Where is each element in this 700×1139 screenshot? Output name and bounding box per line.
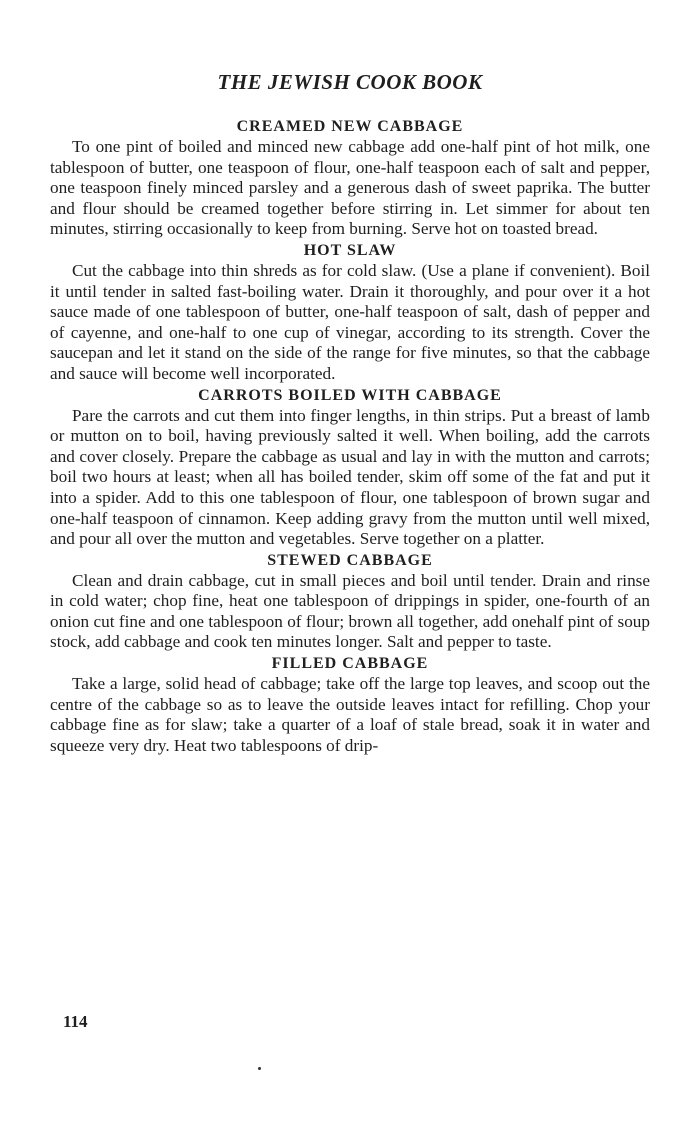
recipe-title: CARROTS BOILED WITH CABBAGE — [198, 386, 502, 404]
recipe-title: CREAMED NEW CABBAGE — [236, 118, 464, 135]
recipe-body: Take a large, solid head of cabbage; take off the large top leaves, and scoop out the centre of the cabbage so as to leave the outside leaves intact for refilling. Chop your cabbage fine as for slaw; take a quarter of a loaf of stale bread, soak it in water and squeeze very dry. Heat two tablespoons of drip- — [50, 674, 650, 755]
recipe-filled-cabbage — [50, 654, 650, 756]
recipe-stewed-cabbage — [50, 551, 650, 653]
recipe-title: STEWED CABBAGE — [267, 551, 433, 569]
recipe-body: Clean and drain cabbage, cut in small pieces and boil until tender. Drain and rinse in cold water; chop fine, heat one tablespoon of drippings in spider, one-fourth of an onion cut fine and one tablespoon of flour; brown all together, add onehalf pint of soup stock, add cabbage and cook ten minutes longer. Salt and pepper to taste. — [50, 570, 650, 652]
running-title: THE JEWISH COOK BOOK — [217, 70, 483, 94]
recipe-body: Cut the cabbage into thin shreds as for cold slaw. (Use a plane if convenient). Boil it until tender in salted fast-boiling water. Drain it thoroughly, and pour over it a hot sauce made of one tablespoon of butter, one-half teaspoon of salt, dash of pepper and of cayenne, and one-half to one cup of vinegar, according to its strength. Cover the saucepan and let it stand on the side of the range for five minutes, so that the cabbage and sauce will become well incorporated. — [50, 260, 650, 383]
recipe-body: To one pint of boiled and minced new cabbage add one-half pint of hot milk, one tablespoon of butter, one teaspoon of flour, one-half teaspoon each of salt and pepper, one teaspoon finely minced parsley and a generous dash of sweet paprika. The butter and flour should be creamed together before stirring in. Let simmer for about ten minutes, stirring occasionally to keep from burning. Serve hot on toasted bread. — [50, 137, 650, 239]
book-page — [50, 0, 650, 1139]
page-number: 114 — [63, 1012, 88, 1031]
recipe-carrots-boiled-with-cabbage — [50, 386, 650, 550]
print-speck — [258, 1067, 261, 1070]
recipe-body: Pare the carrots and cut them into finger lengths, in thin strips. Put a breast of lamb or mutton on to boil, having previously salted it well. When boiling, add the carrots and cover closely. Prepare the cabbage as usual and lay in with the mutton and carrots; boil two hours at least; when all has boiled tender, skim off some of the fat and put it into a spider. Add to this one tablespoon of flour, one tablespoon of brown sugar and one-half teaspoon of cinnamon. Keep adding gravy from the mutton until well mixed, and pour all over the mutton and vegetables. Serve together on a platter. — [50, 405, 650, 549]
recipe-list — [50, 117, 650, 757]
recipe-creamed-new-cabbage — [50, 117, 650, 240]
recipe-hot-slaw — [50, 241, 650, 385]
recipe-title: HOT SLAW — [303, 241, 397, 259]
recipe-title: FILLED CABBAGE — [271, 655, 429, 673]
